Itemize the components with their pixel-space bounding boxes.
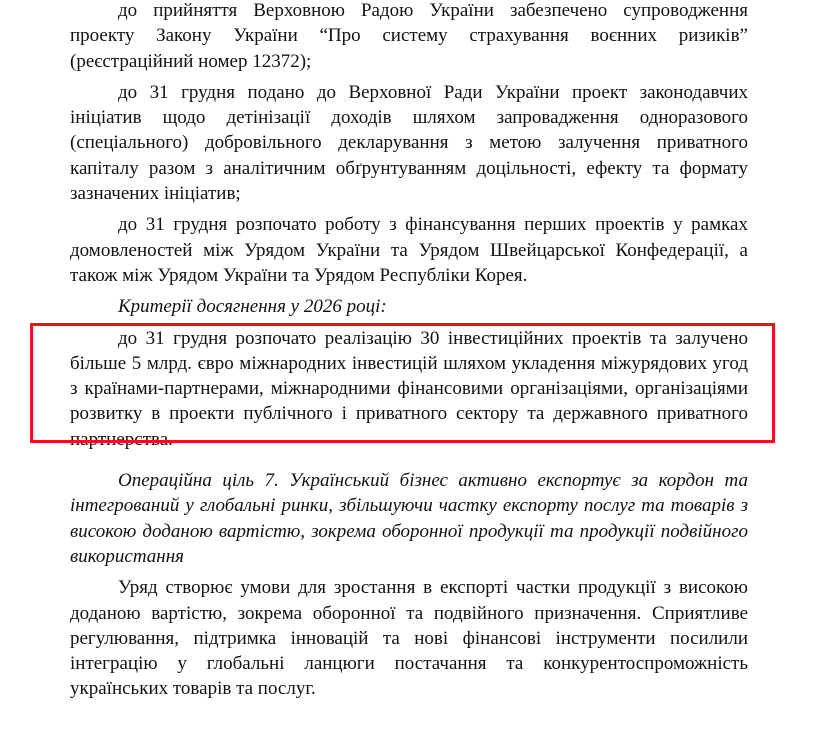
criteria-heading: Критерії досягнення у 2026 році: <box>118 296 387 318</box>
operational-goal-heading: Операційна ціль 7. Український бізнес активно експортує за кордон та інтегрований у глобальні ринки, збільшуючи частку експорту послуг та товарів з високою доданою вартістю, зокрема оборонної продукції та продукції подвійного використання <box>70 470 748 567</box>
paragraph-insurance-law: до прийняття Верховною Радою України забезпечено супроводження проекту Закону України “Про систему страхування воєнних ризиків” (реєстраційний номер 12372); <box>70 0 748 72</box>
paragraph-export-conditions: Уряд створює умови для зростання в експорті частки продукції з високою доданою вартістю, зокрема оборонної та подвійного призначення. Сприятливе регулювання, підтримка інновацій та нові фінансові інструменти посилили інтеграцію у глобальні ланцюги постачання та конкурентоспроможність українських товарів та послуг. <box>70 577 748 700</box>
paragraph-investment-projects: до 31 грудня розпочато реалізацію 30 інвестиційних проектів та залучено більше 5 млрд. євро міжнародних інвестицій шляхом укладення міжурядових угод з країнами-партнерами, міжнародними фінансовими організаціями, організаціями розвитку в проекти публічного і приватного сектору та державного приватного партнерства. <box>70 327 748 450</box>
paragraph-detinization: до 31 грудня подано до Верховної Ради України проект законодавчих ініціатив щодо детінізації доходів шляхом запровадження одноразового (спеціального) добровільного декларування з метою залучення приватного капіталу разом з аналітичним обґрунтуванням доцільності, ефекту та формату зазначених ініціатив; <box>70 81 748 205</box>
paragraph-financing-projects: до 31 грудня розпочато роботу з фінансування перших проектів у рамках домовленостей між Урядом України та Урядом Швейцарської Конфедерації, а також між Урядом України та Урядом Республіки Корея. <box>70 214 748 286</box>
document-page <box>70 0 748 702</box>
